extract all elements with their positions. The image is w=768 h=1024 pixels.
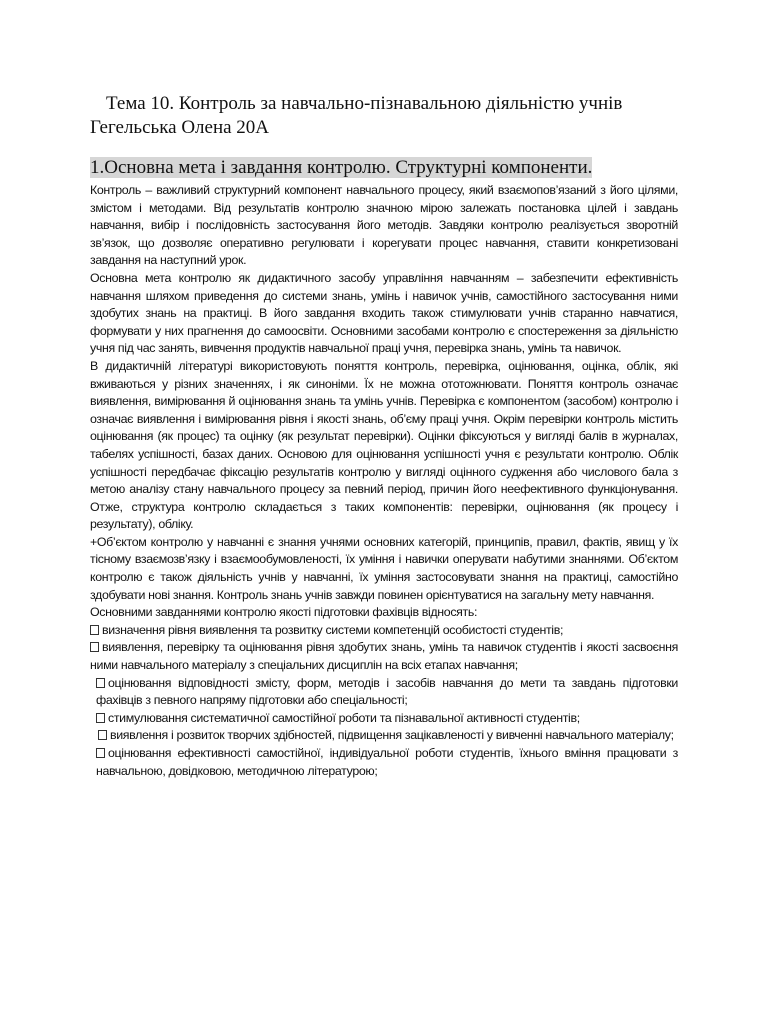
document-body bbox=[90, 182, 678, 780]
paragraph-tasks-intro: Основними завданнями контролю якості підготовки фахівців відносять: bbox=[90, 605, 478, 620]
bullet-item bbox=[90, 745, 678, 780]
paragraph-control-definition: Контроль – важливий структурний компонент навчального процесу, який взаємопов’язаний з його цілями, змістом і методами. Від результатів контролю значною мірою залежать постановка цілей і завдань навчання, вибір і послідовність застосування його методів. Завдяки контролю реалізується зворотній зв’язок, що дозволяє оперативно регулювати і корегувати процес навчання, ставити конкретизовані завдання на наступний урок. bbox=[90, 183, 678, 268]
paragraph-main-goal: Основна мета контролю як дидактичного засобу управління навчанням – забезпечити ефективність навчання шляхом приведення до системи знань, умінь і навичок учнів, самостійного застосування ними здобутих знань на практиці. В його завдання входить також стимулювати учнів старанно навчатися, формувати у них прагнення до самоосвіти. Основними засобами контролю є спостереження за діяльністю учня під час занять, вивчення продуктів навчальної праці учня, перевірка знань, умінь та навичок. bbox=[90, 270, 678, 356]
bullet-square-icon bbox=[96, 678, 105, 688]
bullet-text: визначення рівня виявлення та розвитку системи компетенцій особистості студентів; bbox=[102, 622, 564, 637]
bullet-square-icon bbox=[96, 713, 105, 723]
bullet-square-icon bbox=[96, 748, 105, 758]
bullet-text: виявлення і розвиток творчих здібностей, підвищення зацікавленості у вивченні навчального матеріалу; bbox=[110, 728, 674, 743]
bullet-item bbox=[90, 622, 678, 640]
document-title bbox=[90, 92, 678, 140]
bullet-item bbox=[90, 639, 678, 674]
bullet-text: стимулювання систематичної самостійної роботи та пізнавальної активності студентів; bbox=[108, 710, 580, 725]
bullet-square-icon bbox=[90, 625, 99, 635]
topic-title: Тема 10. Контроль за навчально-пізнавальною діяльністю учнів bbox=[106, 93, 623, 114]
bullet-text: оцінювання ефективності самостійної, індивідуальної роботи студентів, їхнього вміння працювати з навчальною, довідковою, методичною літературою; bbox=[96, 746, 678, 778]
bullet-item bbox=[90, 675, 678, 710]
bullet-item bbox=[90, 727, 678, 745]
section-heading-text: 1.Основна мета і завдання контролю. Структурні компоненти. bbox=[90, 157, 593, 178]
bullet-text: оцінювання відповідності змісту, форм, методів і засобів навчання до мети та завдань підготовки фахівців з певного напряму підготовки або спеціальності; bbox=[96, 675, 678, 708]
bullet-square-icon bbox=[90, 642, 99, 652]
author-line: Гегельська Олена 20А bbox=[90, 117, 270, 138]
bullet-square-icon bbox=[98, 730, 107, 740]
paragraph-control-object: +Об’єктом контролю у навчанні є знання учнями основних категорій, принципів, правил, фактів, явищ у їх тісному взаємозв’язку і взаємообумовленості, їх уміння і навички оперувати набутими знаннями. Об’єктом контролю є також діяльність учнів у навчанні, їх уміння застосовувати знання на практиці, самостійно здобувати нові знання. Контроль знань учнів завжди повинен орієнтуватися на загальну мету навчання. bbox=[90, 534, 678, 602]
paragraph-terminology: В дидактичній літературі використовують поняття контроль, перевірка, оцінювання, оцінка, облік, які вживаються у різних значеннях, і як синоніми. Їх не можна ототожнювати. Поняття контроль означає виявлення, вимірювання й оцінювання знань та умінь учнів. Перевірка є компонентом (засобом) контролю і означає виявлення і вимірювання рівня і якості знань, об’єму праці учня. Окрім перевірки контроль містить оцінювання (як процес) та оцінку (як результат перевірки). Оцінки фіксуються у вигляді балів в журналах, табелях успішності, базах даних. Основою для оцінювання успішності учня є результати контролю. Облік успішності передбачає фіксацію результатів контролю у вигляді оцінного судження або числового бала з метою аналізу стану навчального процесу за певний період, причин його неефективного функціонування. Отже, структура контролю складається з таких компонентів: перевірки, оцінювання (як процесу і результату), обліку. bbox=[90, 358, 678, 532]
bullet-item bbox=[90, 710, 678, 728]
document-page bbox=[90, 92, 678, 780]
bullet-text: виявлення, перевірку та оцінювання рівня здобутих знань, умінь та навичок студентів і якості засвоєння ними навчального матеріалу з спеціальних дисциплін на всіх етапах навчання; bbox=[90, 640, 678, 673]
section-heading bbox=[90, 156, 678, 180]
